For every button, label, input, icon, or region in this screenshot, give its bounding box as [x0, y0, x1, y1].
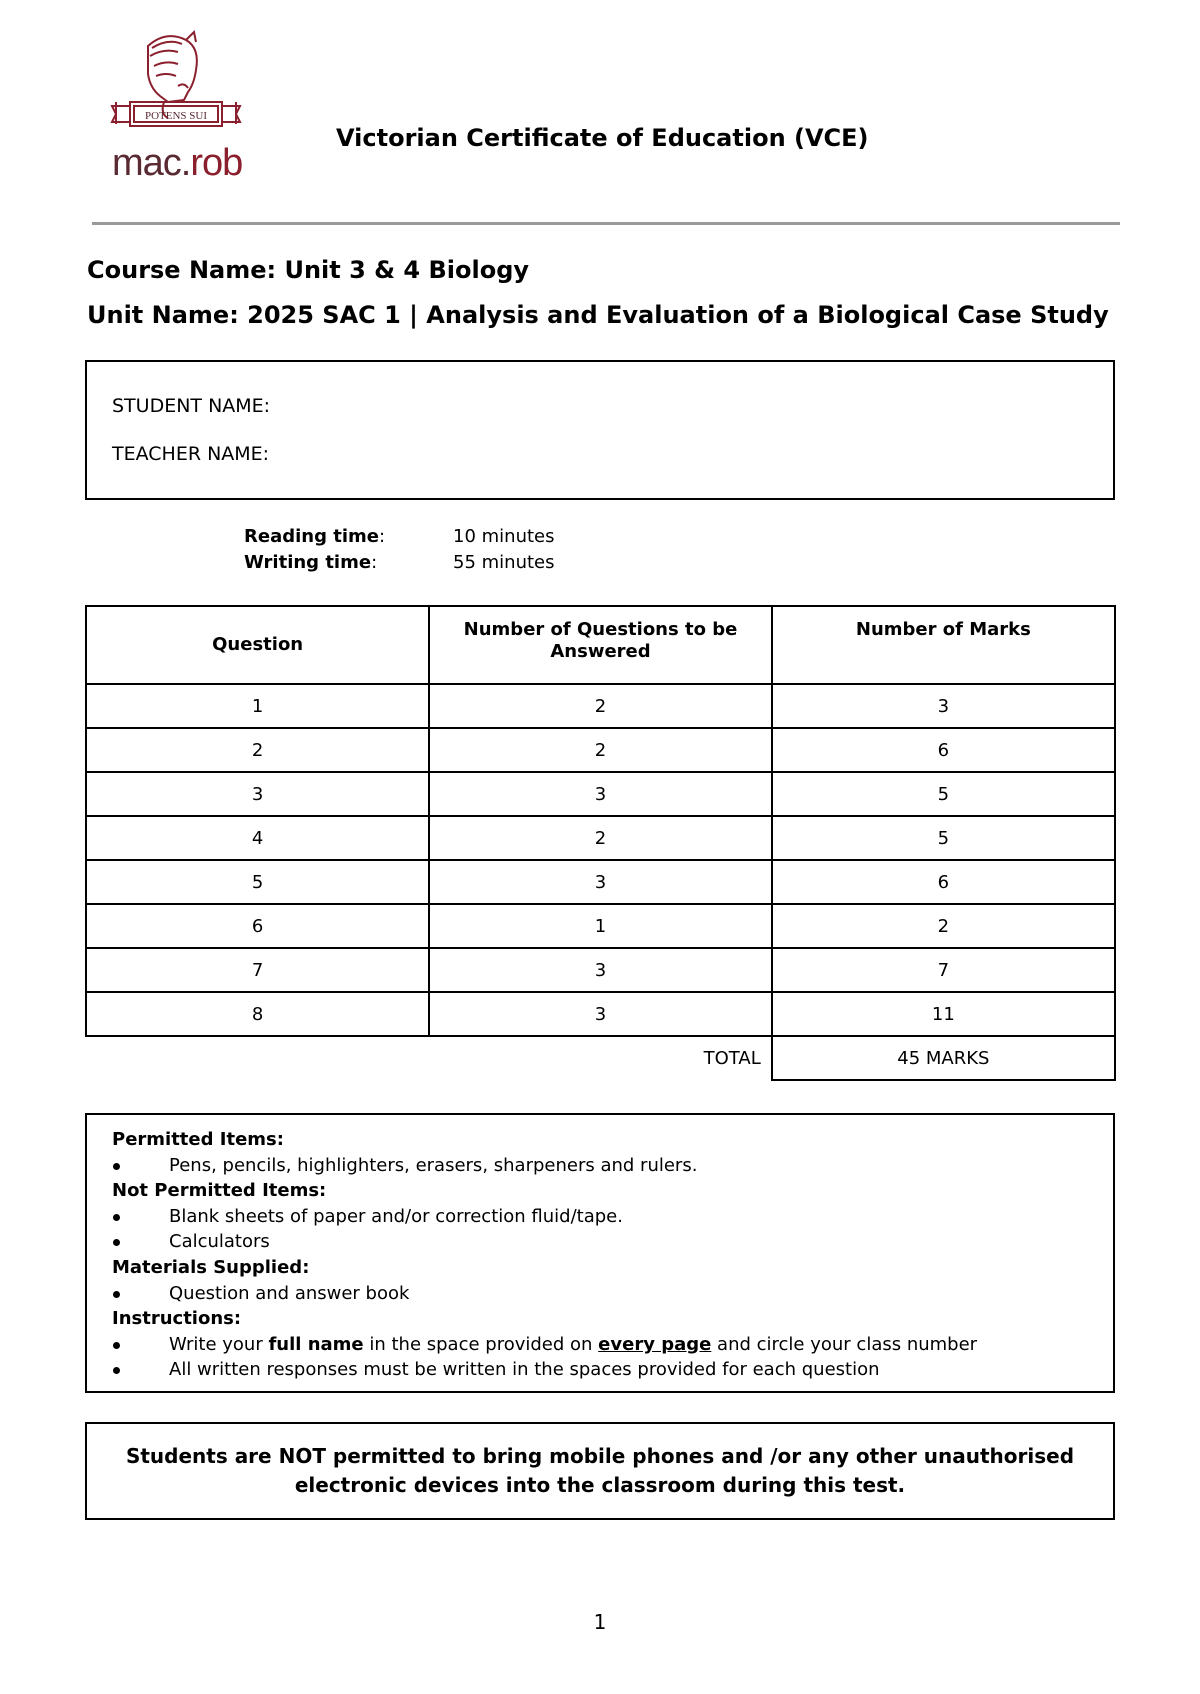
- question-cell: 5: [86, 860, 429, 904]
- exam-rules-box: [85, 1113, 1115, 1393]
- table-header-row: [86, 606, 1115, 684]
- question-cell: 6: [86, 904, 429, 948]
- answer-count-cell: 3: [429, 992, 771, 1036]
- question-cell: 3: [86, 772, 429, 816]
- list-item: Calculators: [112, 1229, 977, 1255]
- writing-time-value: 55 minutes: [453, 552, 555, 573]
- header-questions-to-answer: Number of Questions to be Answered: [429, 606, 771, 684]
- phones-notice-text: Students are NOT permitted to bring mobile phones and /or any other unauthorised electronic devices into the classroom during this test.: [125, 1444, 1075, 1497]
- answer-count-cell: 3: [429, 948, 771, 992]
- list-item: Write your full name in the space provided on every page and circle your class number: [112, 1332, 977, 1358]
- table-row: [86, 904, 1115, 948]
- table-total-row: [86, 1036, 1115, 1080]
- reading-time-value: 10 minutes: [453, 526, 555, 547]
- question-cell: 4: [86, 816, 429, 860]
- student-details-box: [85, 360, 1115, 500]
- materials-supplied-heading: Materials Supplied:: [112, 1256, 310, 1278]
- answer-count-cell: 2: [429, 728, 771, 772]
- table-row: [86, 684, 1115, 728]
- table-row: [86, 772, 1115, 816]
- unit-name: Unit Name: 2025 SAC 1 | Analysis and Evaluation of a Biological Case Study: [87, 301, 1109, 329]
- teacher-name-label: TEACHER NAME:: [112, 443, 270, 465]
- header-divider: [92, 222, 1120, 225]
- logo-wordmark-rob: rob: [190, 142, 243, 184]
- table-row: [86, 860, 1115, 904]
- bullet-icon: [113, 1367, 120, 1374]
- school-crest-icon: [108, 26, 244, 148]
- logo-wordmark: [112, 144, 242, 182]
- marks-cell: 3: [772, 684, 1115, 728]
- list-item: Blank sheets of paper and/or correction fluid/tape.: [112, 1204, 977, 1230]
- marks-cell: 2: [772, 904, 1115, 948]
- permitted-items-heading: Permitted Items:: [112, 1129, 284, 1150]
- bullet-icon: [113, 1239, 120, 1246]
- marks-cell: 5: [772, 772, 1115, 816]
- table-row: [86, 728, 1115, 772]
- total-label: TOTAL: [703, 1048, 761, 1069]
- instructions-heading: Instructions:: [112, 1308, 242, 1330]
- marks-cell: 11: [772, 992, 1115, 1036]
- bullet-icon: [113, 1291, 120, 1298]
- marks-table: [85, 605, 1116, 1081]
- table-row: [86, 816, 1115, 860]
- question-cell: 2: [86, 728, 429, 772]
- question-cell: 7: [86, 948, 429, 992]
- bullet-icon: [113, 1214, 120, 1221]
- total-value: 45 MARKS: [772, 1036, 1115, 1080]
- bullet-icon: [113, 1163, 120, 1170]
- exam-rules-content: [112, 1127, 977, 1383]
- school-logo: [108, 26, 244, 182]
- answer-count-cell: 3: [429, 860, 771, 904]
- question-cell: 8: [86, 992, 429, 1036]
- header-number-of-marks: Number of Marks: [772, 606, 1115, 684]
- list-item: All written responses must be written in the spaces provided for each question: [112, 1357, 977, 1383]
- phones-notice-box: [85, 1422, 1115, 1520]
- marks-cell: 6: [772, 860, 1115, 904]
- answer-count-cell: 2: [429, 684, 771, 728]
- question-cell: 1: [86, 684, 429, 728]
- answer-count-cell: 2: [429, 816, 771, 860]
- marks-cell: 7: [772, 948, 1115, 992]
- bullet-icon: [113, 1342, 120, 1349]
- marks-cell: 6: [772, 728, 1115, 772]
- table-row: [86, 992, 1115, 1036]
- reading-time-label: Reading time:: [244, 526, 386, 547]
- answer-count-cell: 1: [429, 904, 771, 948]
- marks-cell: 5: [772, 816, 1115, 860]
- answer-count-cell: 3: [429, 772, 771, 816]
- student-name-label: STUDENT NAME:: [112, 395, 271, 417]
- table-row: [86, 948, 1115, 992]
- writing-time-label: Writing time:: [244, 552, 378, 573]
- list-item: Question and answer book: [112, 1281, 977, 1307]
- header-question: Question: [86, 606, 429, 684]
- not-permitted-items-heading: Not Permitted Items:: [112, 1180, 327, 1202]
- page-number: 1: [593, 1610, 607, 1634]
- document-title: Victorian Certificate of Education (VCE): [336, 124, 869, 152]
- logo-wordmark-mac: mac.: [112, 142, 191, 184]
- logo-motto: POTENS SUI: [144, 110, 208, 122]
- course-name: Course Name: Unit 3 & 4 Biology: [87, 256, 530, 284]
- list-item: Pens, pencils, highlighters, erasers, sharpeners and rulers.: [112, 1153, 977, 1179]
